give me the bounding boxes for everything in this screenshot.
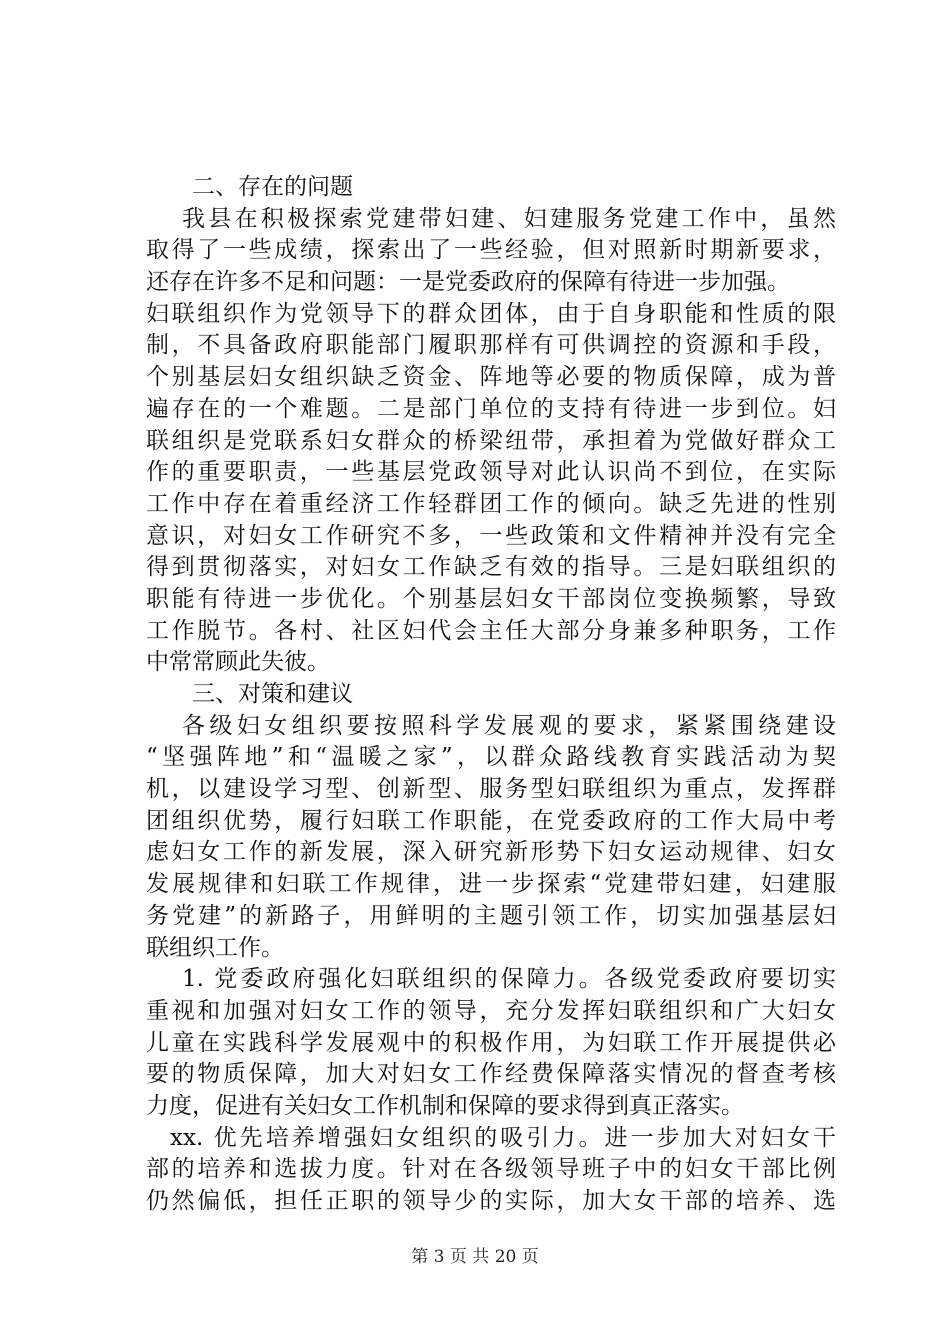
text-line: 得到贯彻落实，对妇女工作缺乏有效的指导。三是妇联组织的 (146, 554, 836, 581)
text-line: 制，不具备政府职能部门履职那样有可供调控的资源和手段， (146, 332, 836, 359)
text-line: 力度，促进有关妇女工作机制和保障的要求得到真正落实。 (146, 1092, 744, 1119)
text-line: 意识，对妇女工作研究不多，一些政策和文件精神并没有完全 (146, 522, 836, 549)
text-line: 务党建”的新路子，用鲜明的主题引领工作，切实加强基层妇 (146, 902, 836, 929)
text-line: 联组织工作。 (146, 934, 284, 961)
text-line: 我县在积极探索党建带妇建、妇建服务党建工作中，虽然 (182, 205, 836, 232)
page-number: 第 3 页 共 20 页 (411, 1247, 539, 1267)
text-line: 各级妇女组织要按照科学发展观的要求，紧紧围绕建设 (182, 712, 836, 739)
text-line: 遍存在的一个难题。二是部门单位的支持有待进一步到位。妇 (146, 395, 836, 422)
text-line: 妇联组织作为党领导下的群众团体，由于自身职能和性质的限 (146, 300, 836, 327)
text-line: 重视和加强对妇女工作的领导，充分发挥妇联组织和广大妇女 (146, 997, 836, 1024)
text-line: 个别基层妇女组织缺乏资金、阵地等必要的物质保障，成为普 (146, 364, 836, 391)
text-line: 团组织优势，履行妇联工作职能，在党委政府的工作大局中考 (146, 807, 836, 834)
text-line: 还存在许多不足和问题：一是党委政府的保障有待进一步加强。 (146, 269, 790, 296)
section-heading-suggestions: 三、对策和建议 (192, 681, 353, 707)
text-line: 作的重要职责，一些基层党政领导对此认识尚不到位，在实际 (146, 459, 836, 486)
text-line: 工作脱节。各村、社区妇代会主任大部分身兼多种职务，工作 (146, 617, 836, 644)
text-line: 中常常顾此失彼。 (146, 649, 330, 676)
text-line: 工作中存在着重经济工作轻群团工作的倾向。缺乏先进的性别 (146, 490, 836, 517)
section-heading-problems: 二、存在的问题 (192, 174, 353, 200)
text-line: 取得了一些成绩，探索出了一些经验，但对照新时期新要求， (146, 237, 836, 264)
text-line: 虑妇女工作的新发展，深入研究新形势下妇女运动规律、妇女 (146, 839, 836, 866)
text-line: 职能有待进一步优化。个别基层妇女干部岗位变换频繁，导致 (146, 585, 836, 612)
text-line: 联组织是党联系妇女群众的桥梁纽带，承担着为党做好群众工 (146, 427, 836, 454)
text-line: 部的培养和选拔力度。针对在各级领导班子中的妇女干部比例 (146, 1156, 836, 1183)
list-item-heading: xx. 优先培养增强妇女组织的吸引力。进一步加大对妇女干 (170, 1124, 836, 1151)
document-body (146, 172, 836, 1218)
text-line: 要的物质保障，加大对妇女工作经费保障落实情况的督查考核 (146, 1061, 836, 1088)
text-line: 仍然偏低，担任正职的领导少的实际，加大女干部的培养、选 (146, 1188, 836, 1214)
text-line: 发展规律和妇联工作规律，进一步探索“党建带妇建，妇建服 (146, 871, 836, 898)
text-line: 儿童在实践科学发展观中的积极作用，为妇联工作开展提供必 (146, 1029, 836, 1056)
list-item-heading: 1. 党委政府强化妇联组织的保障力。各级党委政府要切实 (182, 966, 836, 993)
text-line: 机，以建设学习型、创新型、服务型妇联组织为重点，发挥群 (146, 776, 836, 803)
text-line: “坚强阵地”和“温暖之家”，以群众路线教育实践活动为契 (146, 744, 836, 771)
